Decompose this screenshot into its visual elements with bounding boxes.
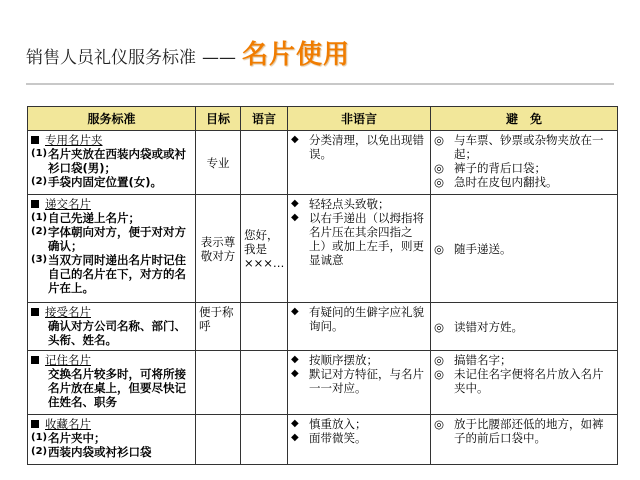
diamond-bullet-icon: ◆ xyxy=(291,134,299,145)
square-bullet-icon xyxy=(31,308,39,316)
nonverbal-cell xyxy=(288,351,431,415)
title-divider xyxy=(26,83,614,85)
list-item xyxy=(434,353,614,367)
item-text: 轻轻点头致敬； xyxy=(309,197,390,211)
circle-bullet-icon: ◎ xyxy=(434,161,445,175)
diamond-bullet-icon: ◆ xyxy=(291,368,299,379)
header-goal: 目标 xyxy=(196,107,241,131)
item-number: (1) xyxy=(31,148,48,159)
item-number: (1) xyxy=(31,212,48,223)
title-accent: 名片使用 xyxy=(242,40,351,70)
circle-bullet-icon: ◎ xyxy=(434,353,445,367)
nonverbal-cell xyxy=(288,415,431,465)
list-item xyxy=(434,417,614,445)
title-main: 销售人员礼仪服务标准 xyxy=(26,48,196,68)
list-item xyxy=(291,431,427,445)
item-text: 放于比腰部还低的地方，如裤子的前后口袋中。 xyxy=(454,417,604,445)
square-bullet-icon xyxy=(31,200,39,208)
square-bullet-icon xyxy=(31,420,39,428)
square-bullet-icon xyxy=(31,356,39,364)
item-number: (2) xyxy=(31,176,48,187)
list-item xyxy=(291,197,427,211)
item-text: 确认对方公司名称、部门、头衔、姓名。 xyxy=(48,319,186,347)
circle-bullet-icon: ◎ xyxy=(434,367,445,381)
list-item xyxy=(434,175,614,189)
section-heading xyxy=(31,417,192,431)
nonverbal-cell xyxy=(288,195,431,303)
avoid-cell xyxy=(431,415,618,465)
item-text: 慎重放入； xyxy=(309,417,367,431)
section-label: 记住名片 xyxy=(45,353,91,367)
header-language: 语言 xyxy=(241,107,288,131)
item-text: 读错对方姓。 xyxy=(454,319,523,334)
list-item xyxy=(31,147,192,175)
list-item xyxy=(291,305,427,333)
avoid-cell xyxy=(431,351,618,415)
section-label: 专用名片夹 xyxy=(45,133,103,147)
item-text: 字体朝向对方，便于对对方确认； xyxy=(48,225,186,253)
section-heading xyxy=(31,305,192,319)
section-label: 接受名片 xyxy=(45,305,91,319)
section-label: 收藏名片 xyxy=(45,417,91,431)
item-text: 未记住名字便将名片放入名片夹中。 xyxy=(454,367,604,395)
item-text: 随手递送。 xyxy=(454,241,512,256)
avoid-cell xyxy=(431,195,618,303)
diamond-bullet-icon: ◆ xyxy=(291,306,299,317)
item-text: 按顺序摆放； xyxy=(309,353,378,367)
item-text: 分类清理，以免出现错误。 xyxy=(309,133,424,161)
item-text: 面带微笑。 xyxy=(309,431,367,445)
diamond-bullet-icon: ◆ xyxy=(291,198,299,209)
language-cell xyxy=(241,415,288,465)
item-text: 西装内袋或衬衫口袋 xyxy=(48,445,152,459)
circle-bullet-icon: ◎ xyxy=(434,241,445,256)
item-text: 自己先递上名片； xyxy=(48,211,140,225)
item-text: 与车票、钞票或杂物夹放在一起； xyxy=(454,133,604,161)
item-number: (3) xyxy=(31,254,48,265)
diamond-bullet-icon: ◆ xyxy=(291,212,299,223)
item-text: 默记对方特征，与名片一一对应。 xyxy=(309,367,424,395)
list-item xyxy=(434,242,614,256)
diamond-bullet-icon: ◆ xyxy=(291,418,299,429)
avoid-cell xyxy=(431,131,618,195)
list-item xyxy=(434,161,614,175)
language-cell xyxy=(241,351,288,415)
item-text: 交换名片较多时，可将所接名片放在桌上，但要尽快记住姓名、职务 xyxy=(48,367,186,409)
standard-cell xyxy=(28,303,196,351)
list-item xyxy=(31,175,192,189)
language-cell xyxy=(241,131,288,195)
goal-cell xyxy=(196,351,241,415)
item-text: 当双方同时递出名片时记住自己的名片在下，对方的名片在上。 xyxy=(48,253,186,295)
list-item xyxy=(31,445,192,459)
item-text: 有疑问的生僻字应礼貌询问。 xyxy=(309,305,424,333)
standard-cell xyxy=(28,195,196,303)
table-header-row xyxy=(28,107,618,131)
table-row xyxy=(28,195,618,303)
standard-cell xyxy=(28,351,196,415)
list-item xyxy=(434,320,614,334)
goal-cell: 专业 xyxy=(196,131,241,195)
title-dash: —— xyxy=(202,48,236,68)
circle-bullet-icon: ◎ xyxy=(434,133,445,147)
header-standard: 服务标准 xyxy=(28,107,196,131)
table-row xyxy=(28,303,618,351)
slide-title xyxy=(26,34,350,74)
square-bullet-icon xyxy=(31,136,39,144)
language-cell xyxy=(241,303,288,351)
item-number: (2) xyxy=(31,446,48,457)
list-item xyxy=(31,211,192,225)
standard-cell xyxy=(28,415,196,465)
list-item xyxy=(291,367,427,395)
section-label: 递交名片 xyxy=(45,197,91,211)
item-number: (2) xyxy=(31,226,48,237)
goal-cell xyxy=(196,415,241,465)
item-text: 急时在皮包内翻找。 xyxy=(454,175,558,189)
list-item xyxy=(291,133,427,161)
section-heading xyxy=(31,133,192,147)
standard-cell xyxy=(28,131,196,195)
language-cell: 您好，我是×××… xyxy=(241,195,288,303)
list-item xyxy=(291,211,427,267)
header-nonverbal: 非语言 xyxy=(288,107,431,131)
item-number: (1) xyxy=(31,432,48,443)
list-item xyxy=(31,253,192,295)
table-row xyxy=(28,131,618,195)
diamond-bullet-icon: ◆ xyxy=(291,432,299,443)
circle-bullet-icon: ◎ xyxy=(434,319,445,334)
table-row xyxy=(28,351,618,415)
circle-bullet-icon: ◎ xyxy=(434,417,445,431)
nonverbal-cell xyxy=(288,131,431,195)
list-item xyxy=(291,353,427,367)
section-heading xyxy=(31,353,192,367)
table-row xyxy=(28,415,618,465)
section-heading xyxy=(31,197,192,211)
item-text: 裤子的背后口袋； xyxy=(454,161,546,175)
item-text: 搞错名字； xyxy=(454,353,512,367)
item-text: 名片夹中； xyxy=(48,431,106,445)
goal-cell: 便于称呼 xyxy=(196,303,241,351)
list-item xyxy=(434,367,614,395)
nonverbal-cell xyxy=(288,303,431,351)
circle-bullet-icon: ◎ xyxy=(434,175,445,189)
item-text: 以右手递出（以拇指将名片压在其余四指之上）或加上左手，则更显诚意 xyxy=(309,211,424,267)
diamond-bullet-icon: ◆ xyxy=(291,354,299,365)
list-item xyxy=(31,431,192,445)
standards-table xyxy=(27,106,618,465)
list-item xyxy=(434,133,614,161)
avoid-cell xyxy=(431,303,618,351)
list-item xyxy=(31,225,192,253)
goal-cell: 表示尊敬对方 xyxy=(196,195,241,303)
item-text: 名片夹放在西装内袋或或衬衫口袋(男)； xyxy=(48,147,186,175)
list-item xyxy=(291,417,427,431)
header-avoid: 避 免 xyxy=(431,107,618,131)
item-text: 手袋内固定位置(女)。 xyxy=(48,175,163,189)
